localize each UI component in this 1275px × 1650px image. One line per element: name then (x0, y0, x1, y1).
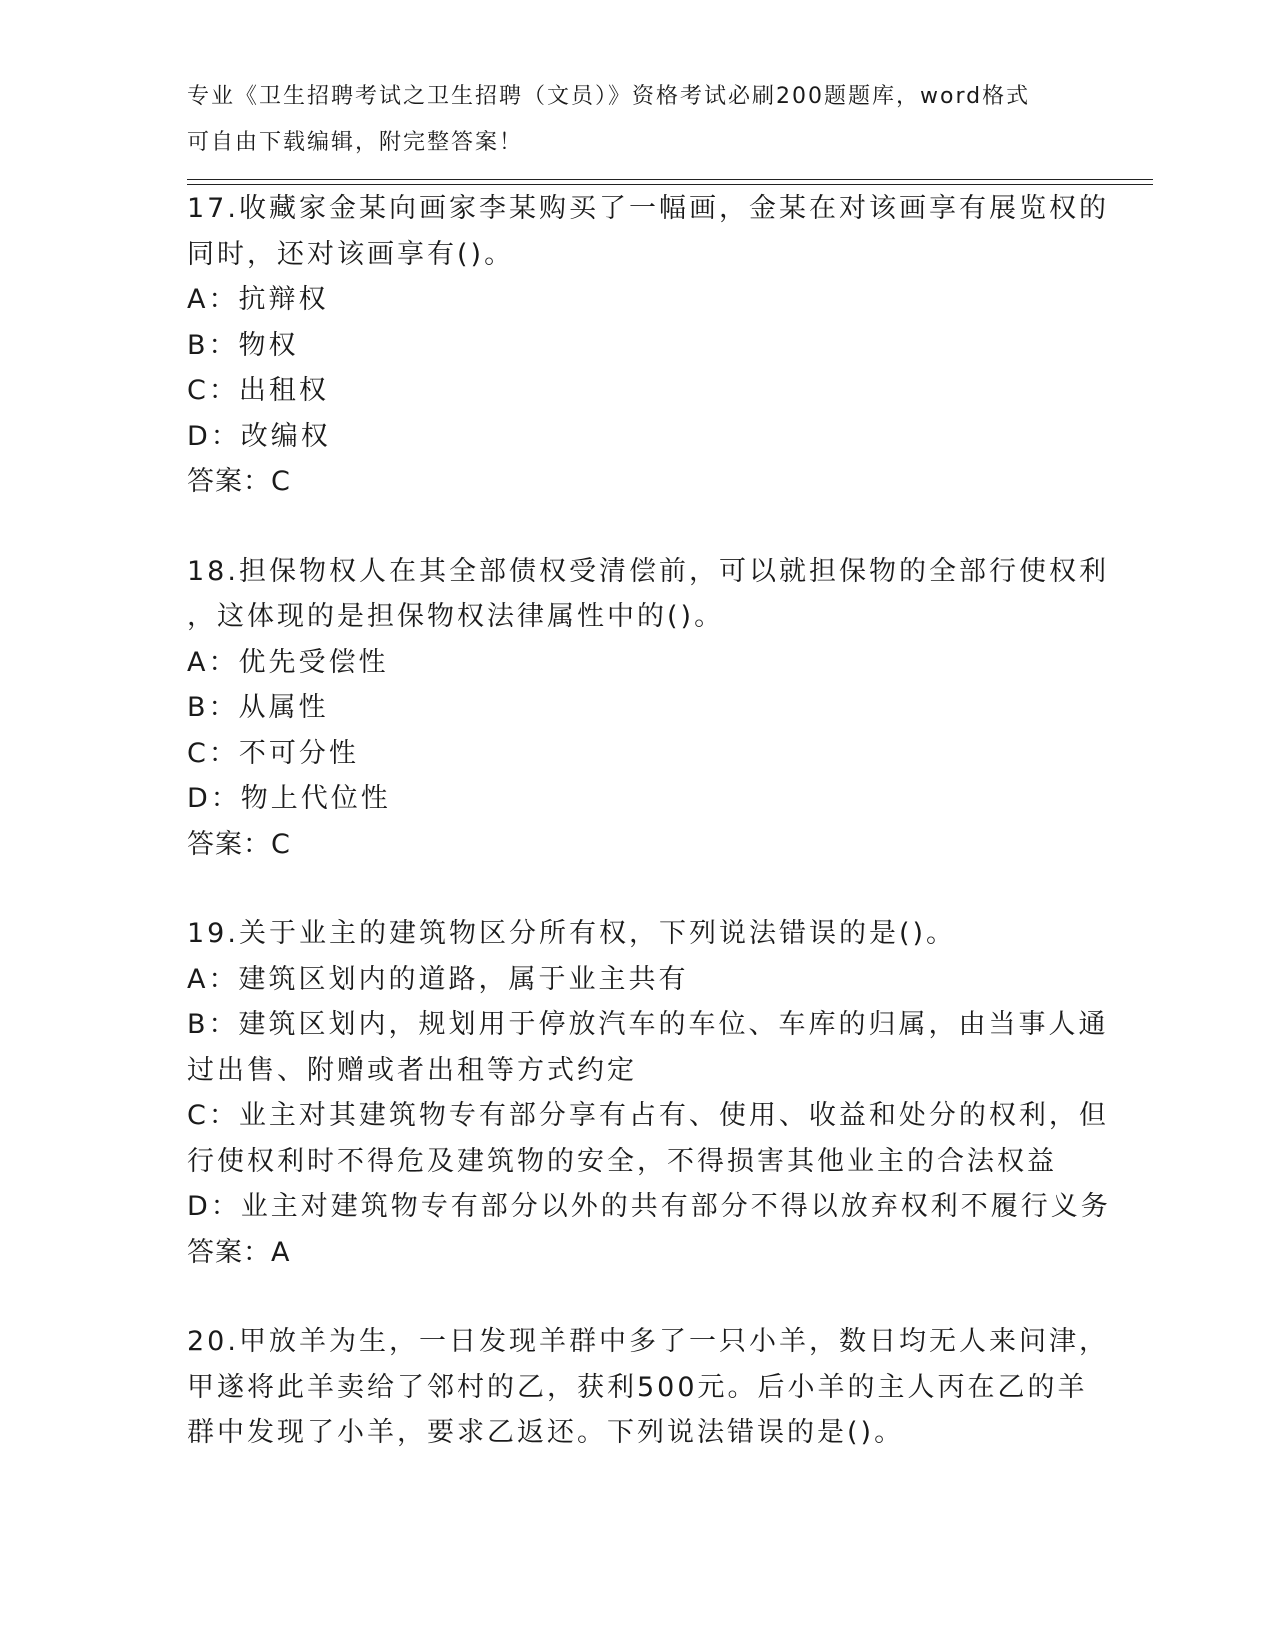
question-list (187, 186, 1127, 1456)
option-c: C：不可分性 (187, 737, 359, 769)
spacer (187, 867, 1127, 911)
header-line: 可自由下载编辑，附完整答案！ (187, 129, 524, 155)
option-b: B：从属性 (187, 692, 329, 723)
option-c-continued: 行使权利时不得危及建筑物的安全，不得损害其他业主的合法权益 (187, 1145, 1057, 1177)
header-divider-top (187, 179, 1153, 180)
question-stem-line: 甲遂将此羊卖给了邻村的乙，获利500元。后小羊的主人丙在乙的羊 (187, 1371, 1088, 1403)
question-20 (187, 1319, 1127, 1456)
question-stem-line: 群中发现了小羊，要求乙返还。下列说法错误的是()。 (187, 1417, 905, 1448)
question-stem-line: 18.担保物权人在其全部债权受清偿前，可以就担保物的全部行使权利 (187, 555, 1109, 587)
spacer (187, 505, 1127, 549)
option-a: A：建筑区划内的道路，属于业主共有 (187, 963, 689, 995)
question-18 (187, 549, 1127, 868)
answer-label: 答案：A (187, 1236, 291, 1268)
header-line: 专业《卫生招聘考试之卫生招聘（文员）》资格考试必刷200题题库，word格式 (187, 84, 1031, 109)
question-19 (187, 911, 1127, 1275)
question-stem-line: 20.甲放羊为生，一日发现羊群中多了一只小羊，数日均无人来问津， (187, 1326, 1109, 1357)
question-stem-line: 17.收藏家金某向画家李某购买了一幅画，金某在对该画享有展览权的 (187, 193, 1109, 224)
option-b: B：建筑区划内，规划用于停放汽车的车位、车库的归属，由当事人通 (187, 1009, 1109, 1040)
question-17 (187, 186, 1127, 505)
option-b: B：物权 (187, 329, 299, 361)
document-header (187, 74, 1067, 165)
option-d: D：改编权 (187, 420, 331, 452)
spacer (187, 1275, 1127, 1319)
option-d: D：业主对建筑物专有部分以外的共有部分不得以放弃权利不履行义务 (187, 1191, 1111, 1222)
option-a: A：优先受偿性 (187, 646, 389, 678)
option-b-continued: 过出售、附赠或者出租等方式约定 (187, 1054, 637, 1086)
answer-label: 答案：C (187, 466, 291, 497)
option-a: A：抗辩权 (187, 284, 329, 315)
question-stem-line: 同时，还对该画享有()。 (187, 238, 515, 270)
option-d: D：物上代位性 (187, 783, 391, 814)
answer-label: 答案：C (187, 828, 291, 860)
question-stem-line: ，这体现的是担保物权法律属性中的()。 (187, 601, 725, 632)
option-c: C：出租权 (187, 375, 329, 406)
option-c: C：业主对其建筑物专有部分享有占有、使用、收益和处分的权利，但 (187, 1100, 1109, 1131)
header-divider-bottom (187, 184, 1153, 185)
question-stem-line: 19.关于业主的建筑物区分所有权，下列说法错误的是()。 (187, 918, 957, 949)
